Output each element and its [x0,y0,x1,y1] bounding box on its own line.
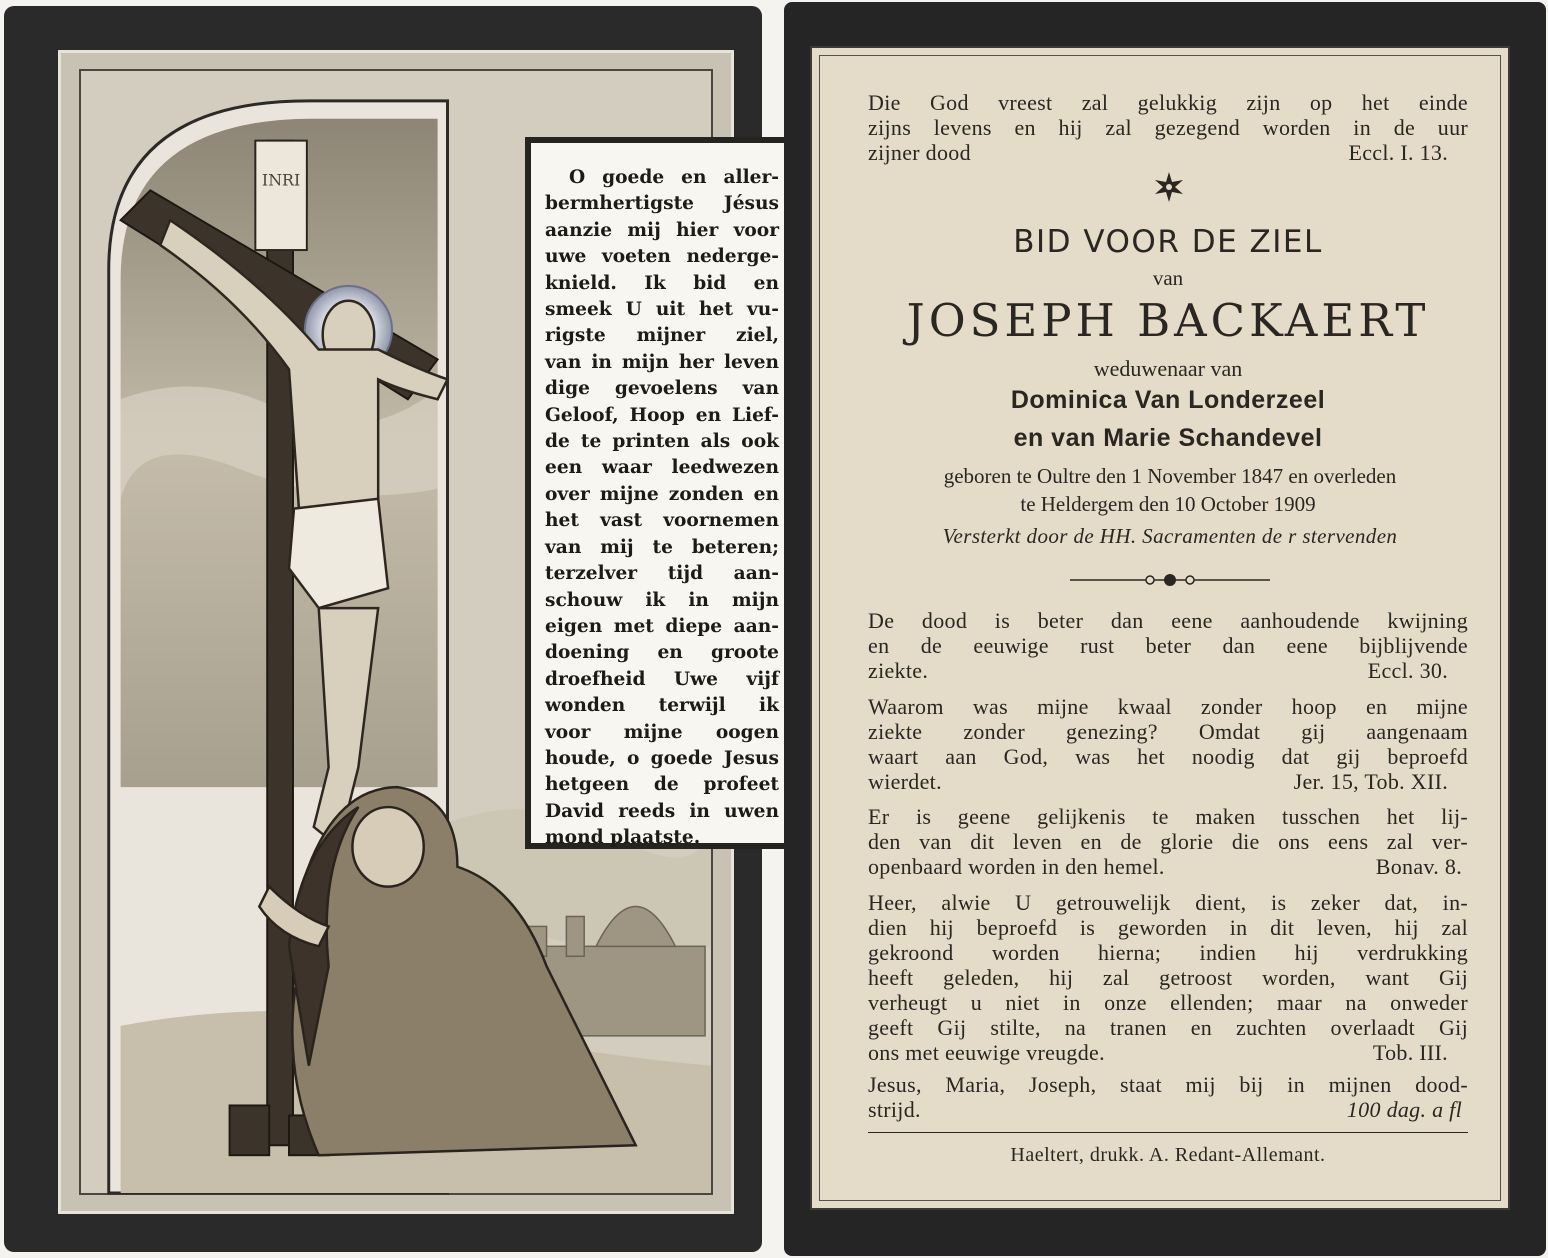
prayer-line: bermhertigste Jésus [545,193,779,215]
verse-3-line-1: Er is geene gelijkenis te maken tusschen het lij- [868,804,1468,829]
verse-2-reference: Jer. 15, Tob. XII. [1293,769,1448,794]
image-frame [58,50,779,1214]
prayer-line: doening en groote [545,642,779,664]
verse-2-line-3: waart aan God, was het noodig dat gij beproefd [868,744,1468,769]
verse-4-line-4: heeft geleden, hij zal getroost worden, want Gij [868,965,1468,990]
spouse-1: Dominica Van Londerzeel [1010,386,1326,414]
epigraph-reference: Eccl. I. 13. [1348,140,1448,165]
card-paper [810,46,1510,1210]
prayer-line: knield. Ik bid en [545,272,779,294]
verse-4-line-2: dien hij beproefd is geworden in dit leven, hij zal [868,915,1468,940]
prayer-line: van mij te beteren; [545,536,779,558]
memorial-card-back [784,2,1546,1256]
prayer-line: eigen met diepe aan- [545,615,779,637]
epigraph-line-1: Die God vreest zal gelukkig zijn op het einde [868,90,1468,115]
cross-ornament-icon [1152,170,1186,204]
prayer-line: David reeds in uwen [545,800,779,822]
prayer-line: rigste mijner ziel, [545,325,779,347]
footer-rule [868,1132,1468,1133]
image-inner-border [79,69,779,1195]
verse-4-line-5: verheugt u niet in onze ellenden; maar na onweder [868,990,1468,1015]
prayer-line: een waar leedwezen [545,457,779,479]
prayer-line: O goede en aller- [569,167,779,188]
heading-pray-for-soul: BID VOOR DE ZIEL [1013,224,1323,260]
epigraph [868,90,1468,165]
verse-1-line-2: en de eeuwige rust beter dan eene bijblijvende [868,633,1468,658]
epigraph-last-line: zijner dood [868,140,971,165]
prayer-line: voor mijne oogen [545,721,779,743]
sacraments-line: Versterkt door de HH. Sacramenten de r stervenden [942,524,1398,548]
death-line: te Heldergem den 10 October 1909 [1020,492,1316,516]
widower-label: weduwenaar van [1093,356,1243,381]
printer-imprint: Haeltert, drukk. A. Redant-Allemant. [1010,1144,1326,1166]
verse-2-line-2: ziekte zonder genezing? Omdat gij aangenaam [868,719,1468,744]
prayer-line: de te printen als ook [545,431,779,453]
prayer-line: wonden terwijl ik [545,695,779,717]
verse-3-reference: Bonav. 8. [1375,854,1462,879]
verse-2-line-1: Waarom was mijne kwaal zonder hoop en mijne [868,694,1468,719]
verse-1-reference: Eccl. 30. [1367,658,1448,683]
verse-1 [868,608,1468,683]
prayer-line: aanzie mij hier voor [545,219,779,241]
memorial-card-front [4,6,779,1252]
deceased-name: JOSEPH BACKAERT [906,294,1430,347]
verse-3-last-line: openbaard worden in den hemel. [868,854,1165,879]
prayer-line: het vast voornemen [545,510,779,532]
verse-4-line-6: geeft Gij stilte, na tranen en zuchten overlaadt Gij [868,1015,1468,1040]
verse-4-reference: Tob. III. [1372,1040,1448,1065]
prayer-line: smeek U uit het vu- [545,299,779,321]
prayer-text [531,143,791,849]
prayer-line: schouw ik in mijn [545,589,779,611]
verse-1-line-1: De dood is beter dan eene aanhoudende kwijning [868,608,1468,633]
final-prayer [868,1072,1468,1122]
van-label: van [1152,266,1184,290]
prayer-line: uwe voeten nederge- [545,246,779,268]
verse-4 [868,890,1468,1065]
final-prayer-last-line: strijd. [868,1097,921,1122]
spouse-2: en van Marie Schandevel [1013,424,1323,452]
prayer-line: mond plaatste. [545,827,701,849]
prayer-line: terzelver tijd aan- [545,563,779,585]
final-prayer-line: Jesus, Maria, Joseph, staat mij bij in mijnen dood- [868,1072,1468,1097]
prayer-line: Geloof, Hoop en Lief- [545,404,779,426]
prayer-line: dige gevoelens van [545,378,779,400]
verse-2-last-line: wierdet. [868,769,942,794]
prayer-line: over mijne zonden en [545,483,779,505]
divider-ornament [1070,570,1270,590]
verse-3-line-2: den van dit leven en de glorie die ons eens zal ver- [868,829,1468,854]
prayer-box [525,137,797,849]
epigraph-line-2: zijns levens en hij zal gezegend worden in de uur [868,115,1468,140]
verse-4-line-1: Heer, alwie U getrouwelijk dient, is zeker dat, in- [868,890,1468,915]
verse-4-line-3: gekroond worden hierna; indien hij verdrukking [868,940,1468,965]
birth-line: geboren te Oultre den 1 November 1847 en overleden [943,464,1397,488]
verse-2 [868,694,1468,794]
prayer-line: hetgeen de profeet [545,774,779,796]
prayer-line: van in mijn her leven [545,351,779,373]
prayer-line: droefheid Uwe vijf [545,668,779,690]
verse-3 [868,804,1468,879]
indulgence-note: 100 dag. a fl [1346,1097,1462,1122]
verse-1-last-line: ziekte. [868,658,929,683]
prayer-line: houde, o goede Jesus [545,747,779,769]
card-inner-border [819,55,1501,1201]
verse-4-last-line: ons met eeuwige vreugde. [868,1040,1105,1065]
inri-plaque: INRI [261,170,301,190]
